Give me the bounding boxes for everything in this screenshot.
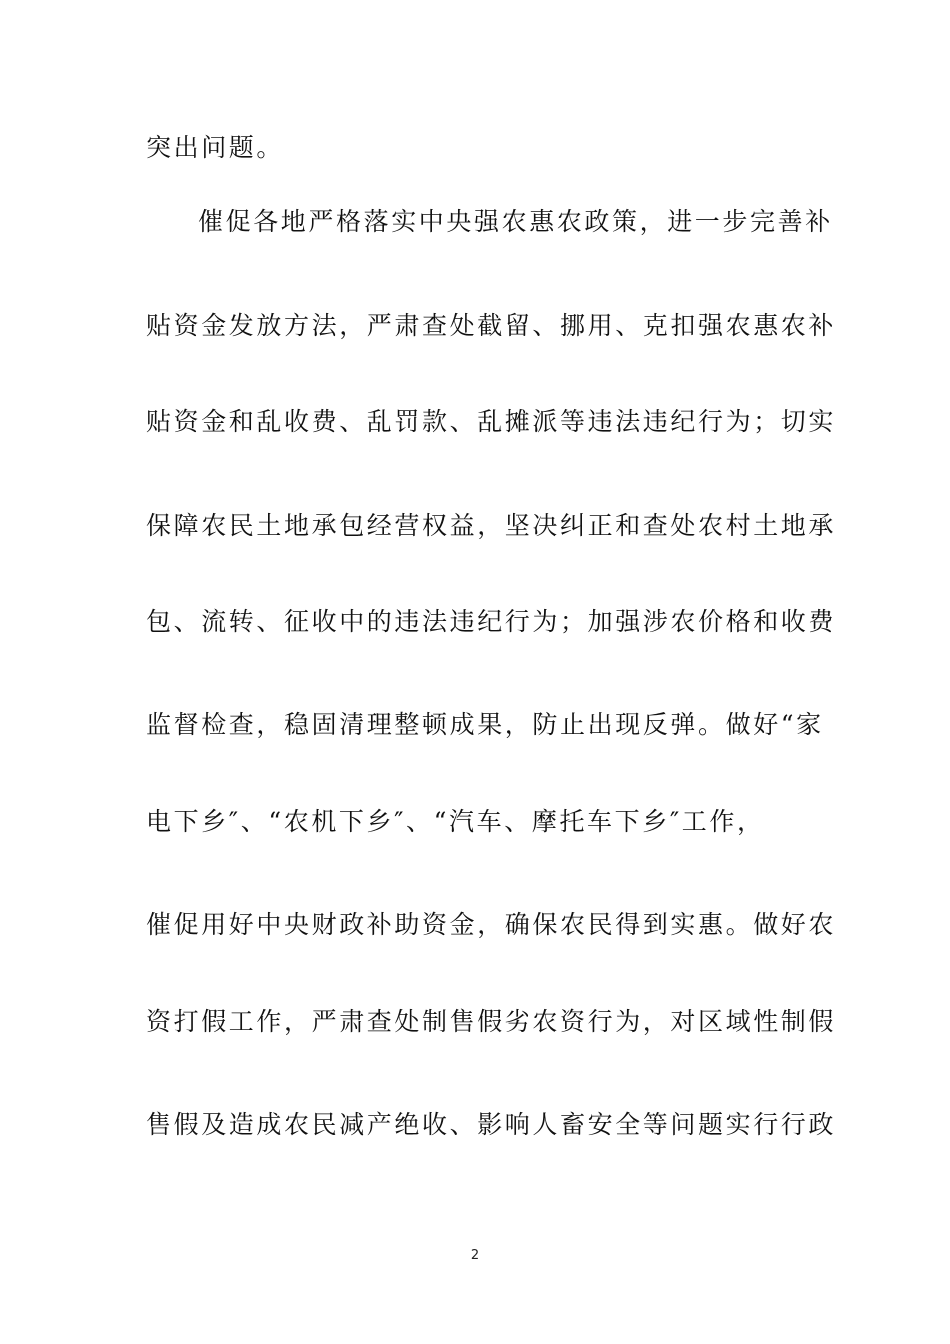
text-line-1: 突出问题。 — [146, 133, 285, 162]
text-line-9: 催促用好中央财政补助资金，确保农民得到实惠。做好农 — [146, 910, 837, 939]
text-line-3: 贴资金发放方法，严肃查处截留、挪用、克扣强农惠农补 — [146, 311, 837, 340]
text-line-8: 电下乡″、“农机下乡″、“汽车、摩托车下乡″工作， — [146, 807, 765, 836]
text-line-4: 贴资金和乱收费、乱罚款、乱摊派等违法违纪行为；切实 — [146, 407, 837, 436]
page-number: 2 — [470, 1248, 480, 1263]
text-line-10: 资打假工作，严肃查处制售假劣农资行为，对区域性制假 — [146, 1007, 837, 1036]
text-line-6: 包、流转、征收中的违法违纪行为；加强涉农价格和收费 — [146, 607, 837, 636]
text-line-2: 催促各地严格落实中央强农惠农政策，进一步完善补 — [198, 207, 833, 236]
text-line-11: 售假及造成农民减产绝收、影响人畜安全等问题实行行政 — [146, 1110, 837, 1139]
text-line-5: 保障农民土地承包经营权益，坚决纠正和查处农村土地承 — [146, 511, 837, 540]
text-line-7: 监督检查，稳固清理整顿成果，防止出现反弹。做好“家 — [146, 710, 824, 739]
